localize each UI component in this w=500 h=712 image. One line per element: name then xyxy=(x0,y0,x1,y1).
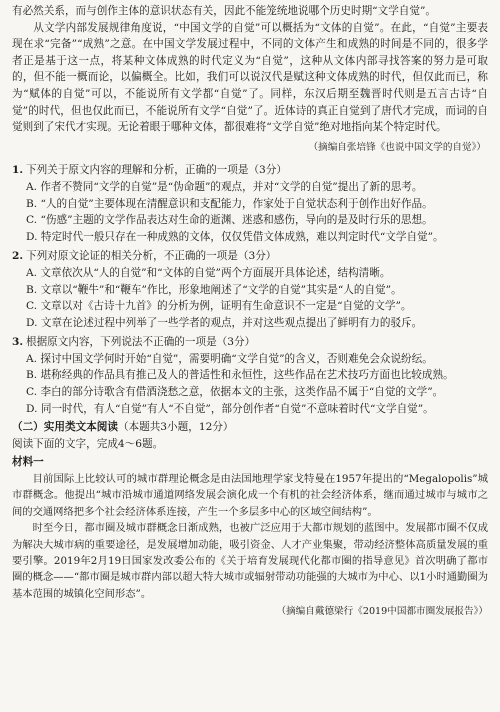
passage-citation: （摘编自张培锋《也说中国文学的自觉》） xyxy=(308,141,486,153)
section-instruction: 阅读下面的文字，完成4～6题。 xyxy=(12,437,164,450)
section-score: （本题共3小题，12分） xyxy=(117,421,234,434)
option-a: A. 作者不赞同“文学的自觉”是“伪命题”的观点，并对“文学的自觉”提出了新的思考。 xyxy=(26,180,423,193)
question-stem: 下列关于原文内容的理解和分析，正确的一项是（3分） xyxy=(26,164,287,177)
option-c: C. 李白的部分诗歌含有借酒浇愁之意，依据本文的主张，这类作品不属于“自觉的文学”。 xyxy=(26,386,444,399)
section-title: （二）实用类文本阅读 xyxy=(12,421,118,434)
option-b: B. “人的自觉”主要体现在清醒意识和支配能力，作家处于自觉状态利于创作出好作品。 xyxy=(26,197,433,210)
option-d: D. 同一时代，有人“自觉”有人“不自觉”，部分创作者“自觉”不意味着时代“文学自觉”。 xyxy=(26,402,434,415)
material-citation: （摘编自戴德梁行《2019中国都市圈发展报告》） xyxy=(276,606,488,618)
question-2 xyxy=(12,248,488,331)
option-b: B. 文章以“鞭牛”和“鞭车”作比，形象地阐述了“文学的自觉”其实是“人的自觉”。 xyxy=(26,283,402,296)
passage-paragraph: 从文学内部发展规律角度说，“中国文学的自觉”可以概括为“文体的自觉”。在此，“自觉”主要表现在求“完备”“成熟”之意。在中国文学发展过程中，不同的文体产生和成熟的时间是不同的，很多学者正是基于这一点，将某种文体成熟的时代定义为“自觉”，这种从文体内部寻找答案的努力是可取的，但不能一概而论，以偏概全。比如，我们可以说汉代是赋这种文体成熟的时代，但仅此而已，称为“赋体的自觉”可以，不能说所有文学都“自觉”了。同样，东汉后期至魏晋时代则是五言古诗“自觉”的时代，但也仅此而已，不能说所有文学“自觉”了。近体诗的真正自觉到了唐代才完成，而词的自觉则到了宋代才实现。无论着眼于哪种文体，都很难将“文学自觉”绝对地指向某个特定时代。 xyxy=(12,21,488,134)
question-stem: 根据原文内容，下列说法不正确的一项是（3分） xyxy=(26,336,256,349)
question-number: 2. xyxy=(12,250,24,263)
option-d: D. 特定时代一般只存在一种成熟的文体，仅仅凭借文体成熟，难以判定时代“文学自觉”。 xyxy=(26,230,444,243)
material-title: 材料一 xyxy=(12,456,44,469)
question-number: 1. xyxy=(12,164,24,177)
question-stem: 下列对原文论证的相关分析，不正确的一项是（3分） xyxy=(26,250,277,263)
option-c: C. “伤感”主题的文学作品表达对生命的逝渊、迷惑和感伤，导向的是及时行乐的思想。 xyxy=(26,214,433,227)
question-1 xyxy=(12,162,488,245)
option-c: C. 文章以对《古诗十九首》的分析为例，证明有生命意识不一定是“自觉的文学”。 xyxy=(26,300,412,313)
option-a: A. 探讨中国文学何时开始“自觉”，需要明确“文学自觉”的含义，否则难免会众说纷纭。 xyxy=(26,352,433,365)
passage-paragraph-tail: 有必然关系，而与创作主体的意识状态有关，因此不能笼统地说哪个历史时期“文学自觉”。 xyxy=(12,5,436,17)
question-number: 3. xyxy=(12,336,24,349)
section-heading xyxy=(12,419,488,436)
option-b: B. 堪称经典的作品具有推己及人的普适性和永恒性，这些作品在艺术技巧方面也比较成熟。 xyxy=(26,369,454,382)
option-d: D. 文章在论述过程中列举了一些学者的观点，并对这些观点提出了鲜明有力的驳斥。 xyxy=(26,316,423,329)
material-paragraph-1: 目前国际上比较认可的城市群理论概念是由法国地理学家戈特曼在1957年提出的“Megalopolis”城市群概念。他提出“城市沿城市通道网络发展会演化成一个有机的社会经济体系，继而通过城市与城市之间的交通网络把多个社会经济体系连接，产生一个多层多中心的区域空间结构”。 xyxy=(12,473,488,518)
option-a: A. 文章依次从“人的自觉”和“文体的自觉”两个方面展开具体论述，结构清晰。 xyxy=(26,266,391,279)
material-paragraph-2: 时至今日，都市圈及城市群概念日渐成熟，也被广泛应用于大都市规划的蓝图中。发展都市圈不仅成为解决大城市病的重要途径，是发展增加动能，吸引资金、人才产业集聚，带动经济整体高质量发展的重要引擎。2019年2月19日国家发改委公布的《关于培育发展现代化都市圈的指导意见》首次明确了都市圈的概念——“都市圈是城市群内部以超大特大城市或辐射带动功能强的大城市为中心、以1小时通勤圈为基本范围的城镇化空间形态”。 xyxy=(12,522,488,600)
question-3 xyxy=(12,334,488,417)
